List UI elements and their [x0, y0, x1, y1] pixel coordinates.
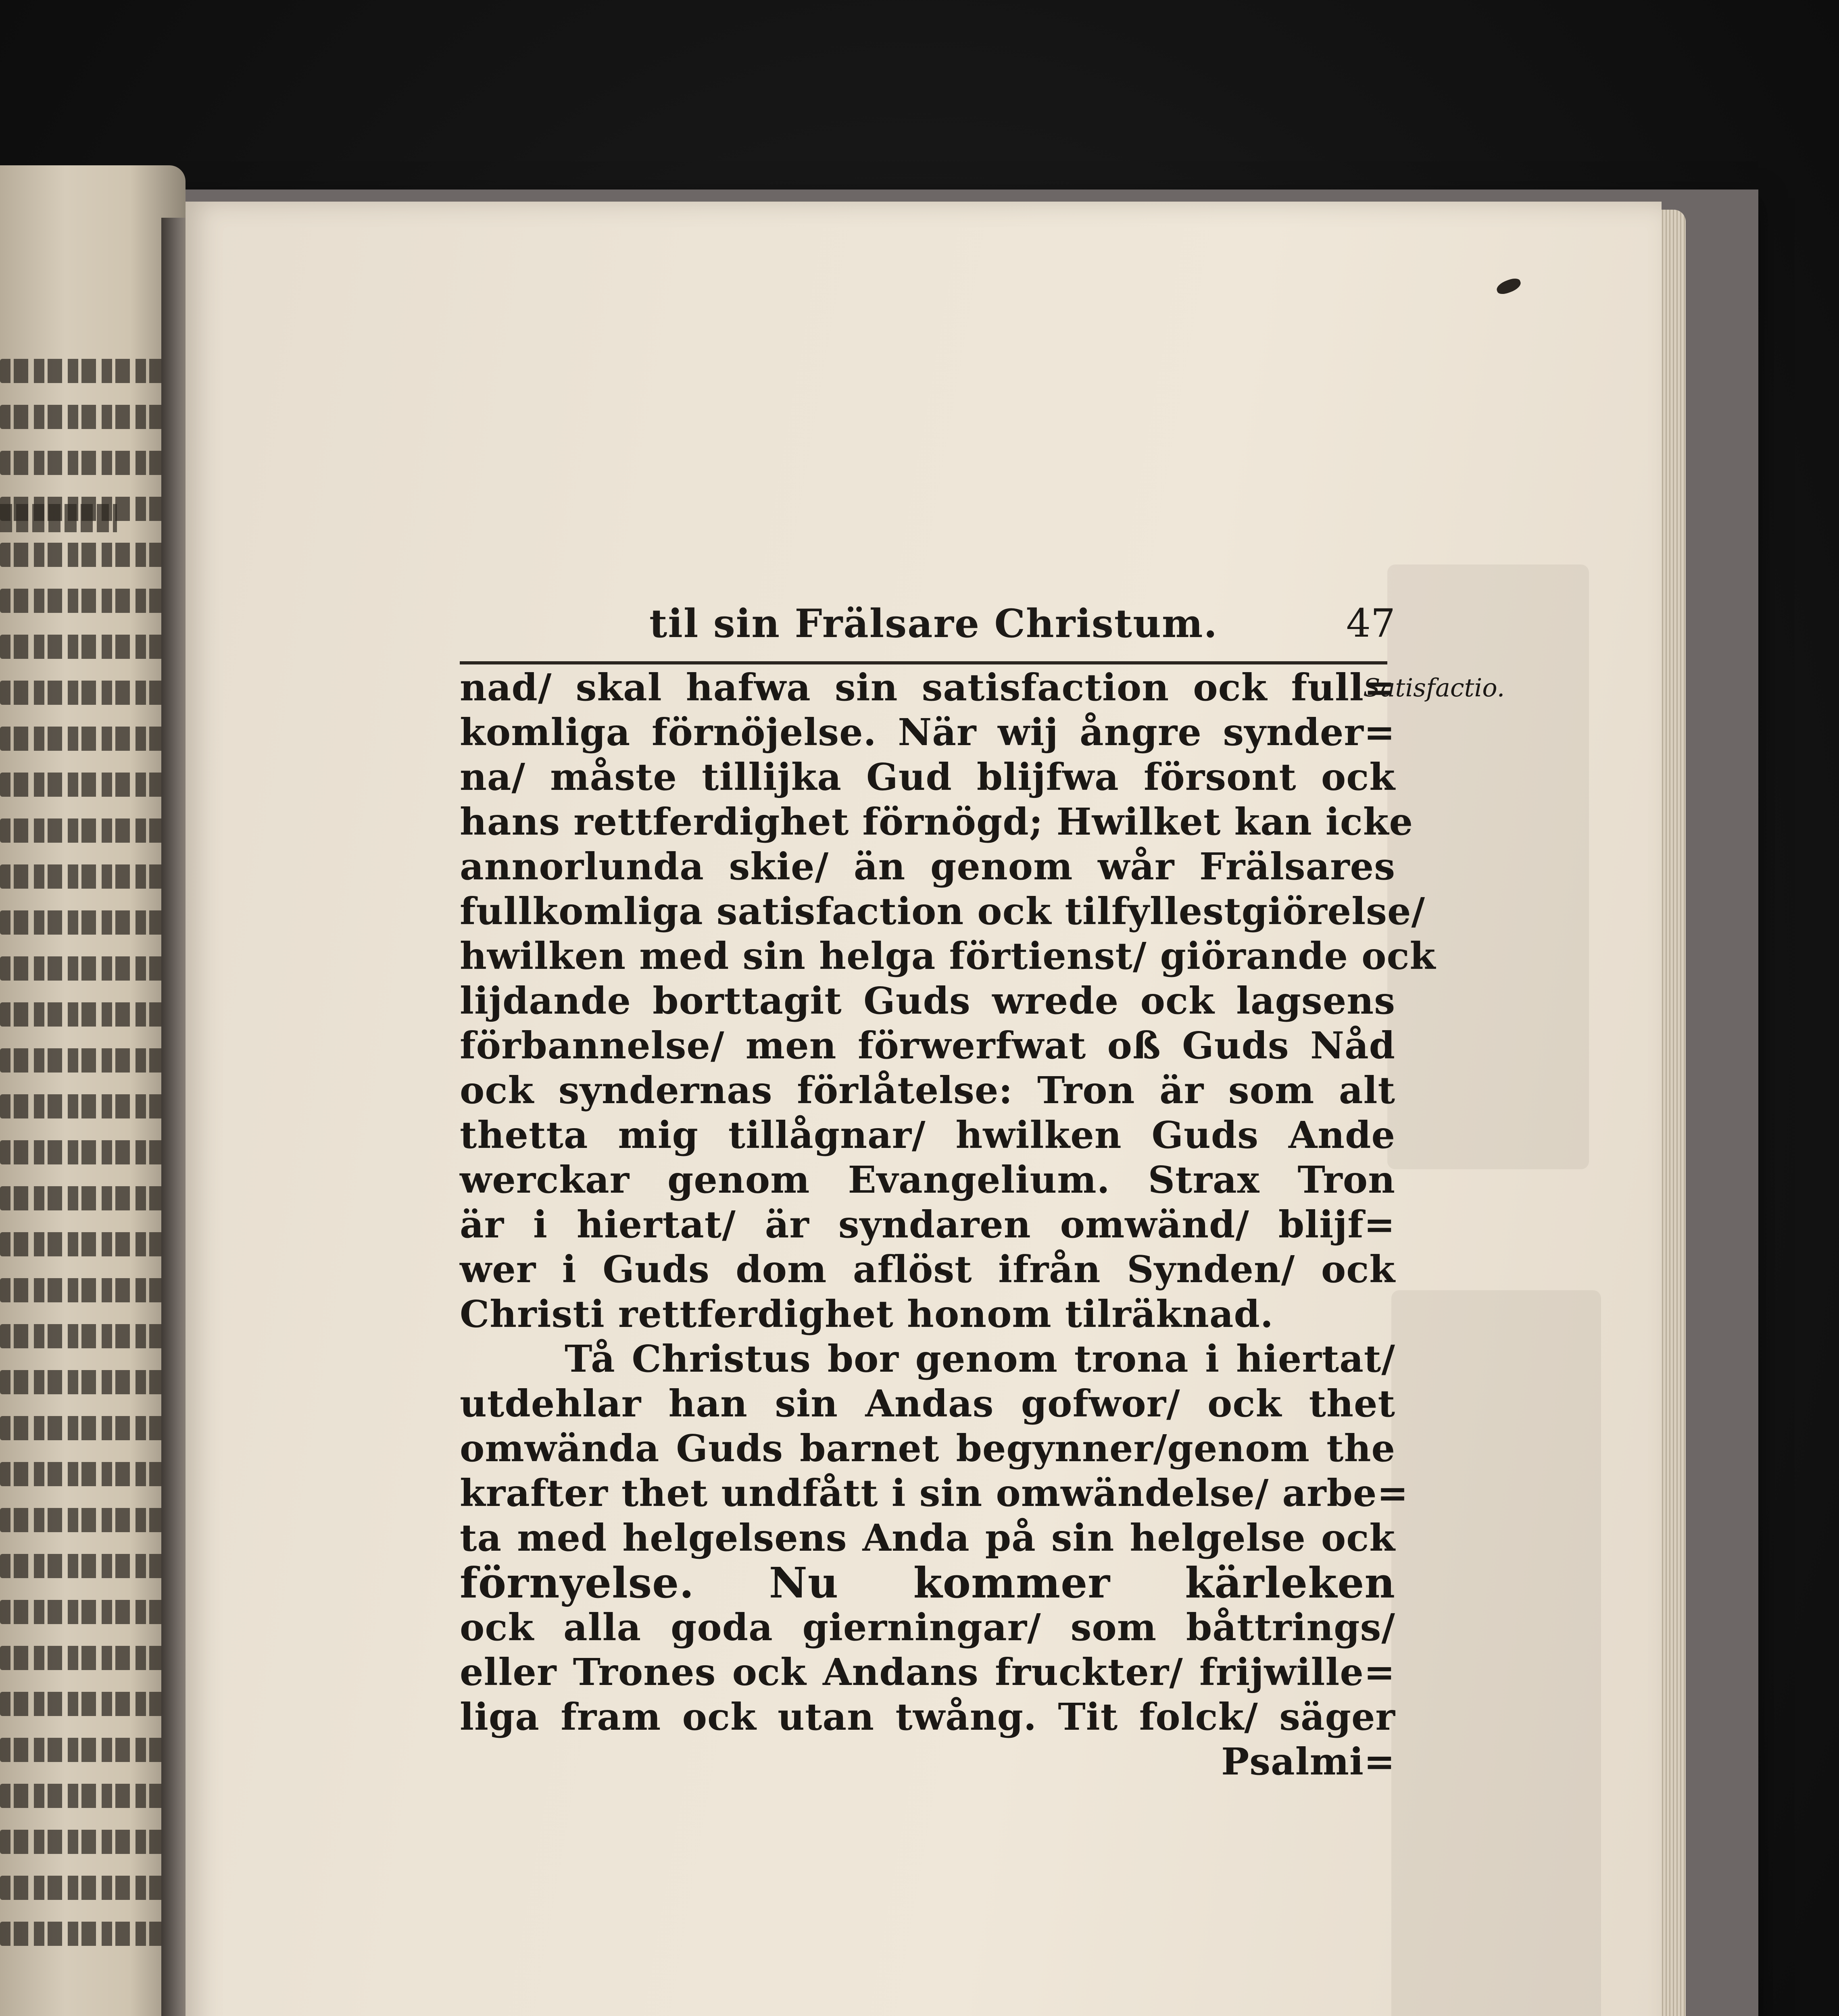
- show-through: [1391, 1290, 1601, 2016]
- recto-page: [186, 202, 1662, 2016]
- text-line: ta med helgelsens Anda på sin helgelse ock: [460, 1516, 1395, 1560]
- text-line: nad/ skal hafwa sin satisfaction ock full=: [460, 666, 1395, 709]
- left-page-text-lines: [0, 359, 177, 1968]
- text-line: hans rettferdighet förnögd; Hwilket kan icke: [460, 800, 1413, 843]
- text-line: förnyelse. Nu kommer kärleken: [460, 1558, 1395, 1608]
- left-page: [0, 165, 186, 2016]
- text-line: Tå Christus bor genom trona i hiertat/: [565, 1337, 1395, 1381]
- text-line: thetta mig tillågnar/ hwilken Guds Ande: [460, 1113, 1395, 1157]
- text-line: wer i Guds dom aflöst ifrån Synden/ ock: [460, 1248, 1395, 1291]
- text-line: krafter thet undfått i sin omwändelse/ arbe=: [460, 1471, 1409, 1515]
- show-through: [1387, 564, 1589, 1169]
- text-line: ock alla goda gierningar/ som båttrings/: [460, 1606, 1395, 1649]
- body-text: [460, 665, 1436, 1784]
- marginal-note: Satisfactio.: [1363, 673, 1505, 702]
- text-line: fullkomliga satisfaction ock tilfyllestgiörelse/: [460, 889, 1426, 933]
- text-line: utdehlar han sin Andas gofwor/ ock thet: [460, 1382, 1395, 1425]
- header-rule: [460, 661, 1387, 664]
- text-line: Christi rettferdighet honom tilräknad.: [460, 1292, 1274, 1336]
- text-line: förbannelse/ men förwerfwat oß Guds Nåd: [460, 1024, 1395, 1067]
- text-line: lijdande borttagit Guds wrede ock lagsens: [460, 979, 1395, 1023]
- page-number: 47: [1346, 601, 1395, 646]
- text-line: är i hiertat/ är syndaren omwänd/ blijf=: [460, 1203, 1395, 1246]
- text-line: werckar genom Evangelium. Strax Tron: [460, 1158, 1395, 1202]
- text-line: liga fram ock utan twång. Tit folck/ säger: [460, 1695, 1395, 1739]
- text-line: ock syndernas förlåtelse: Tron är som alt: [460, 1068, 1395, 1112]
- text-line: hwilken med sin helga förtienst/ giörande ock: [460, 934, 1436, 978]
- text-line: na/ måste tillijka Gud blijfwa försont ock: [460, 755, 1395, 799]
- text-line: eller Trones ock Andans fruckter/ frijwille=: [460, 1650, 1395, 1694]
- text-line: omwända Guds barnet begynner/genom the: [460, 1427, 1395, 1470]
- text-line: komliga förnöjelse. När wij ångre synder=: [460, 710, 1395, 754]
- page-header: [649, 589, 1395, 669]
- text-line: annorlunda skie/ än genom wår Frälsares: [460, 845, 1395, 888]
- running-head: til sin Frälsare Christum.: [649, 601, 1218, 646]
- catchword: Psalmi=: [1221, 1740, 1395, 1783]
